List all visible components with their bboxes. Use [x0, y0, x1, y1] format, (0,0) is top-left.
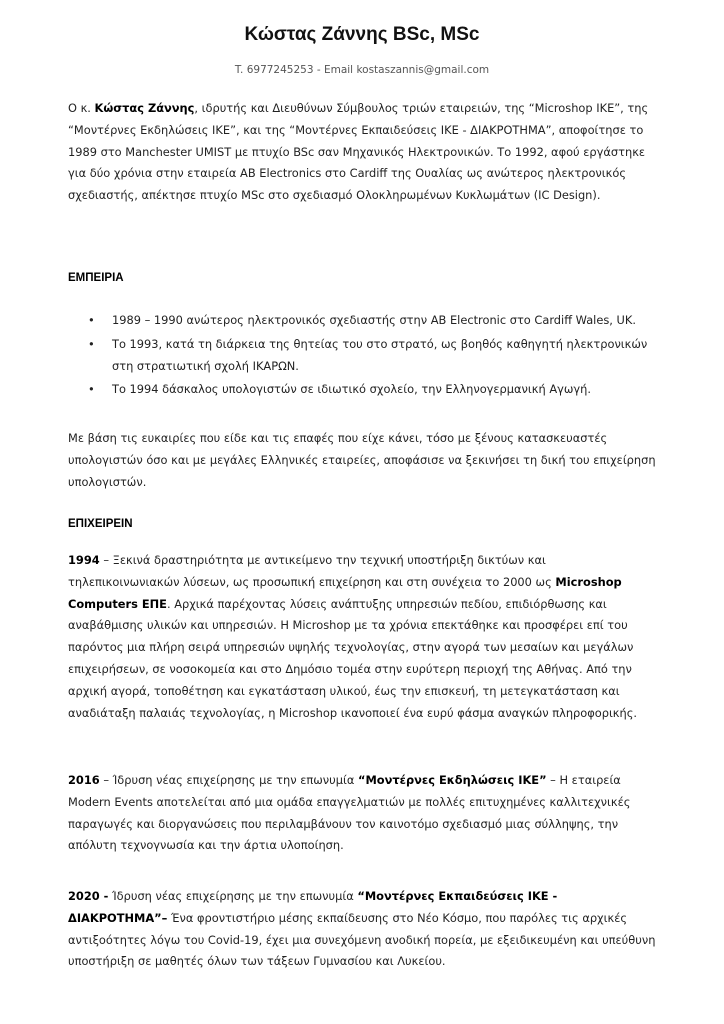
bullet-icon: • — [88, 382, 95, 397]
list-item-text: 1989 – 1990 ανώτερος ηλεκτρονικός σχεδιαστής στην AB Electronic στο Cardiff Wales, UK. — [112, 313, 636, 327]
entry-year: 2016 — [68, 773, 100, 787]
business-heading: ΕΠΙΧΕΙΡΕΙΝ — [68, 518, 133, 530]
entry-company: “Μοντέρνες Εκπαιδεύσεις ΙΚΕ - ΔΙΑΚΡΟΤΗΜΑ”– — [68, 889, 558, 925]
entry-year: 2020 - — [68, 889, 109, 903]
entry-company: Microshop Computers ΕΠΕ — [68, 574, 622, 611]
entry-2020 — [68, 886, 660, 973]
list-item-text: Το 1993, κατά τη διάρκεια της θητείας του στο στρατό, ως βοηθός καθηγητή ηλεκτρονικών στη στρατιωτική σχολή ΙΚΑΡΩΝ. — [112, 336, 648, 373]
contact-line: T. 6977245253 - Email kostaszannis@gmail.com — [234, 64, 490, 76]
entry-text: – Ίδρυση νέας επιχείρησης με την επωνυμία — [99, 773, 358, 787]
entry-1994 — [68, 550, 660, 724]
intro-paragraph — [68, 98, 660, 207]
list-item — [68, 379, 668, 401]
entry-year: 1994 — [68, 553, 100, 567]
entry-text: . Αρχικά παρέχοντας λύσεις ανάπτυξης υπηρεσιών πεδίου, επιδιόρθωσης και αναβάθμισης υλικών και υπηρεσιών. Η Microshop με τα χρόνια επεκτάθηκε και προσφέρει επί του παρόντος μια πλήρη σειρά υπηρεσιών υψηλής τεχνολογίας, στην αγορά των μεσαίων και μεγάλων επιχειρήσεων, σε νοσοκομεία και στο Δημόσιο τομέα στην ευρύτερη περιοχή της Αθήνας. Από την αρχική αγορά, τοποθέτηση και εγκατάσταση υλικού, έως την επισκευή, τη μετεγκατάσταση και αναδιάταξη παλαιάς τεχνολογίας, η Microshop ικανοποιεί ένα ευρύ φάσμα αναγκών πληροφορικής. — [68, 596, 638, 720]
entry-2016 — [68, 770, 660, 857]
experience-closing-paragraph: Με βάση τις ευκαιρίες που είδε και τις επαφές που είχε κάνει, τόσο με ξένους κατασκευαστές υπολογιστών όσο και με μεγάλες Ελληνικές εταιρείες, αποφάσισε να ξεκινήσει τη δική του επιχείρηση υπολογιστών. — [68, 431, 656, 489]
page-title: Κώστας Ζάννης BSc, MSc — [244, 24, 480, 45]
entry-text: – Η εταιρεία Modern Events αποτελείται από μια ομάδα επαγγελματιών με πολλές επιτυχημένες καλλιτεχνικές παραγωγές και διοργανώσεις που περιλαμβάνουν τον καινοτόμο σχεδιασμό μιας σύλληψης, την απόλυτη τεχνογνωσία και την άρτια υλοποίηση. — [68, 773, 631, 853]
intro-text-rest: , ιδρυτής και Διευθύνων Σύμβουλος τριών εταιρειών, της “Microshop IKE”, της “Μοντέρνες Εκδηλώσεις ΙΚΕ”, και της “Μοντέρνες Εκπαιδεύσεις ΙΚΕ - ΔΙΑΚΡΟΤΗΜΑ”, αποφοίτησε το 1989 στο Manchester UMIST με πτυχίο BSc σαν Μηχανικός Ηλεκτρονικών. Το 1992, αφού εργάστηκε για δύο χρόνια στην εταιρεία AB Electronics στο Cardiff της Ουαλίας ως ανώτερος ηλεκτρονικός σχεδιαστής, απέκτησε πτυχίο MSc στο σχεδιασμό Ολοκληρωμένων Κυκλωμάτων (IC Design). — [68, 101, 649, 203]
entry-text: Ένα φροντιστήριο μέσης εκπαίδευσης στο Νέο Κόσμο, που παρόλες τις αρχικές αντιξοότητες λόγω του Covid-19, έχει μια συνεχόμενη ανοδική πορεία, με εξειδικευμένη και υπεύθυνη υποστήριξη σε μαθητές όλων των τάξεων Γυμνασίου και Λυκείου. — [68, 910, 656, 969]
bullet-icon: • — [88, 313, 95, 327]
list-item-text: Το 1994 δάσκαλος υπολογιστών σε ιδιωτικό σχολείο, την Ελληνογερμανική Αγωγή. — [112, 382, 591, 397]
bullet-icon: • — [88, 336, 95, 351]
intro-name: Κώστας Ζάννης — [94, 101, 195, 115]
list-item — [68, 310, 668, 332]
list-item — [68, 334, 668, 378]
experience-heading: ΕΜΠΕΙΡΙΑ — [68, 272, 124, 284]
entry-text: Ίδρυση νέας επιχείρησης με την επωνυμία — [108, 889, 358, 903]
intro-text-start: Ο κ. — [68, 101, 95, 115]
entry-text: – Ξεκινά δραστηριότητα με αντικείμενο την τεχνική υποστήριξη δικτύων και τηλεπικοινωνιακών λύσεων, ως προσωπική επιχείρηση και στη συνέχεια το 2000 ως — [68, 553, 556, 589]
experience-list — [68, 310, 668, 403]
entry-company: “Μοντέρνες Εκδηλώσεις ΙΚΕ” — [357, 773, 547, 787]
